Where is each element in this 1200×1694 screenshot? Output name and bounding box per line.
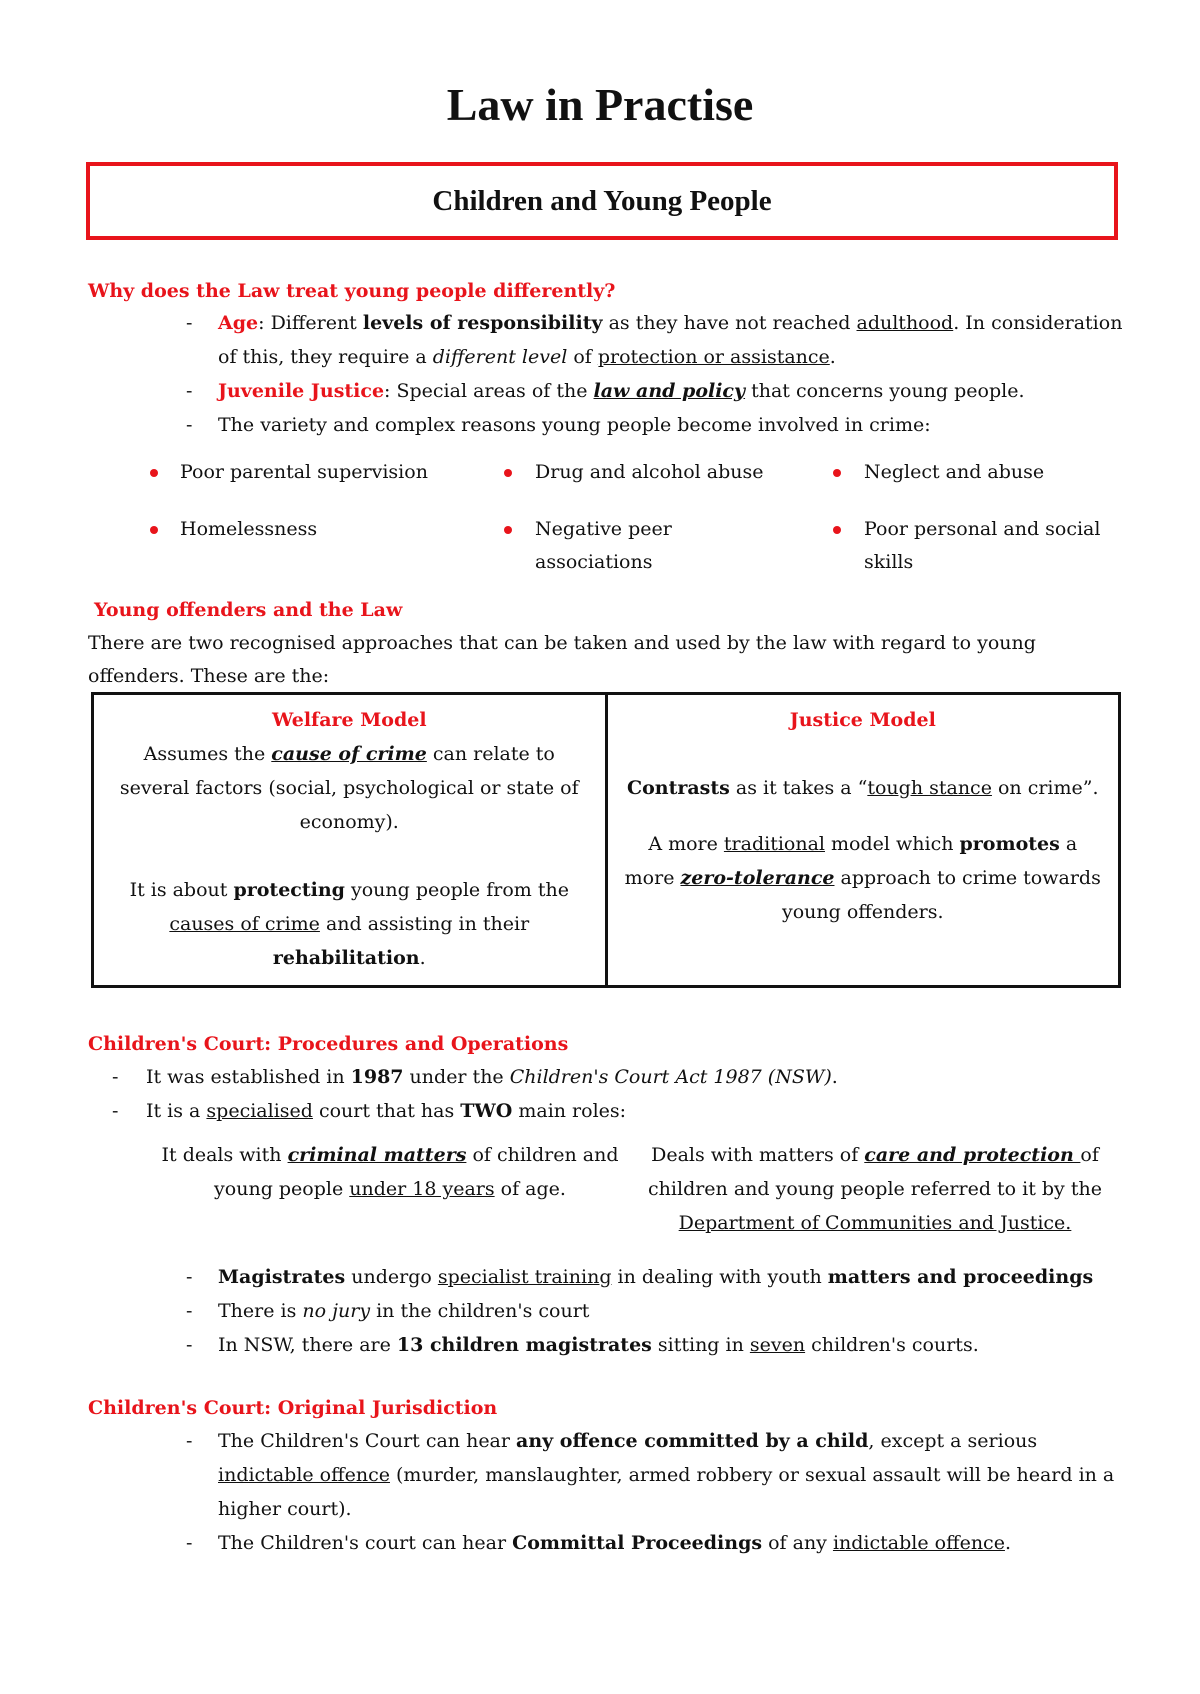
text-span: (murder, manslaughter, armed robbery or sexual assault will be heard in a [389,1464,1115,1486]
text-span: criminal matters [287,1144,467,1166]
justice-model-title: Justice Model [789,709,936,731]
text-span: under 18 years [349,1178,495,1200]
text-span: no jury [302,1300,371,1322]
role-care-protection [636,1138,1114,1240]
text-span: children's courts. [805,1334,979,1356]
text-span: specialist training [437,1266,612,1288]
section-heading-procedures: Children's Court: Procedures and Operations [88,1033,569,1055]
text-span: It was established in [146,1066,351,1088]
text-span: 1987 [350,1066,404,1088]
text-span: levels of responsibility [362,312,603,334]
dash-marker: - [186,1334,193,1356]
bullet-icon [504,526,512,534]
text-span: The Children's Court can hear [218,1430,517,1452]
text-span: tough stance [867,777,992,799]
text-span: cause of crime [271,743,427,765]
committal-line [218,1526,1138,1560]
text-span: that concerns young people. [745,380,1025,402]
text-span: adulthood [856,312,954,334]
text-span: causes of crime [169,913,320,935]
text-span: It is a [146,1100,207,1122]
text-span: care and protection [864,1144,1081,1166]
reason-item: skills [864,551,914,573]
welfare-model-title: Welfare Model [271,709,427,731]
text-span: A more [648,833,724,855]
text-span: approach to crime towards young offenders. [781,867,1101,923]
text-span: Deals with matters of [651,1144,865,1166]
dash-marker: - [186,1300,193,1322]
text-span: Magistrates [218,1266,346,1288]
jurisdiction-line-2 [218,1458,1138,1492]
no-jury-line [218,1294,1138,1328]
text-span: as it takes a “ [729,777,868,799]
reason-item: associations [535,551,653,573]
intro-line-2: offenders. These are the: [88,665,330,687]
justice-para-1 [622,771,1105,805]
dash-marker: - [112,1100,119,1122]
text-span: Contrasts [626,777,730,799]
text-span: Juvenile Justice [218,380,385,402]
dash-marker: - [186,1430,193,1452]
text-span: in dealing with youth [611,1266,828,1288]
justice-model-cell [606,694,1120,987]
text-span: rehabilitation [272,947,420,969]
dash-marker: - [186,1532,193,1554]
text-span: . In consideration [953,312,1123,334]
text-span: indictable offence [218,1464,390,1486]
spacer [622,805,1105,827]
reason-item: Drug and alcohol abuse [535,461,764,483]
text-span: in the children's court [370,1300,590,1322]
welfare-model-cell [93,694,607,987]
specialised-line [146,1094,1126,1128]
text-span: . [829,346,836,368]
age-label: Age [218,312,259,334]
text-span: and assisting in their [319,913,530,935]
text-span: TWO [460,1100,513,1122]
juvenile-justice-line [218,374,1138,408]
welfare-para-2 [108,873,591,975]
text-span: , except a serious [868,1430,1038,1452]
text-span: It deals with [161,1144,288,1166]
text-span: of [567,346,598,368]
text-span: It is about [129,879,234,901]
section-heading-jurisdiction: Children's Court: Original Jurisdiction [88,1397,498,1419]
bullet-icon [833,526,841,534]
text-span: court that has [312,1100,461,1122]
bullet-icon [504,469,512,477]
text-span: : Special areas of the [384,380,594,402]
bullet-icon [833,469,841,477]
spacer [622,737,1105,771]
text-span: Children's Court Act 1987 (NSW) [509,1066,832,1088]
text-span: matters and proceedings [827,1266,1094,1288]
magistrates-line [218,1260,1138,1294]
text-span: of age. [494,1178,566,1200]
age-line-1 [218,306,1138,340]
text-span: on crime”. [991,777,1099,799]
text-span: under the [403,1066,510,1088]
reason-item: Homelessness [180,518,318,540]
text-span: any offence committed by a child [516,1430,869,1452]
text-span: In NSW, there are [218,1334,397,1356]
models-table [91,692,1121,988]
role-criminal-matters [150,1138,630,1206]
page-title: Law in Practise [446,79,754,130]
spacer [108,839,591,873]
text-span: protection or assistance [597,346,830,368]
text-span: The Children's court can hear [218,1532,513,1554]
reason-item: Negative peer [535,518,672,540]
text-span: of any [762,1532,833,1554]
bullet-icon [150,526,158,534]
dash-marker: - [186,312,193,334]
text-span: of children and young people [214,1144,619,1200]
intro-line-1: There are two recognised approaches that can be taken and used by the law with regard to young [88,632,1036,654]
text-span: traditional [723,833,825,855]
text-span: promotes [959,833,1060,855]
bullet-icon [150,469,158,477]
text-span: main roles: [512,1100,627,1122]
section-heading-why: Why does the Law treat young people differently? [88,280,616,302]
text-span: . [831,1066,838,1088]
text-span: of children and young people referred to it by the [648,1144,1102,1200]
magistrate-count-line [218,1328,1138,1362]
text-span: as they have not reached [602,312,857,334]
text-span: sitting in [651,1334,750,1356]
text-span: Department of Communities and Justice. [678,1212,1072,1234]
text-span: seven [749,1334,806,1356]
welfare-para-1 [108,737,591,839]
text-span: a more [624,833,1078,889]
subtitle-box [86,162,1118,240]
dash-marker: - [186,414,193,436]
text-span: . [419,947,426,969]
text-span: There is [218,1300,303,1322]
dash-marker: - [186,1266,193,1288]
text-span: model which [824,833,960,855]
jurisdiction-line-3: higher court). [218,1498,352,1520]
text-span: indictable offence [832,1532,1005,1554]
text-span: protecting [233,879,345,901]
text-span: law and policy [593,380,746,402]
dash-marker: - [112,1066,119,1088]
reason-item: Poor personal and social [864,518,1101,540]
text-span: Committal Proceedings [512,1532,763,1554]
text-span: zero-tolerance [680,867,835,889]
text-span: 13 children magistrates [396,1334,652,1356]
text-span: young people from the [344,879,569,901]
justice-para-2 [622,827,1105,929]
established-line [146,1060,1126,1094]
reason-item: Poor parental supervision [180,461,428,483]
reason-item: Neglect and abuse [864,461,1045,483]
section-heading-young-offenders: Young offenders and the Law [94,599,403,621]
text-span: Assumes the [143,743,272,765]
text-span: of this, they require a [218,346,433,368]
text-span: undergo [345,1266,438,1288]
text-span: : Different [258,312,363,334]
text-span: . [1004,1532,1011,1554]
age-line-2 [218,340,1138,374]
jurisdiction-line-1 [218,1424,1138,1458]
subtitle: Children and Young People [432,184,772,217]
text-span: specialised [206,1100,313,1122]
text-span: different level [432,346,568,368]
variety-line: The variety and complex reasons young people become involved in crime: [218,414,931,436]
dash-marker: - [186,380,193,402]
text-span: can relate to several factors (social, psychological or state of economy). [119,743,579,833]
